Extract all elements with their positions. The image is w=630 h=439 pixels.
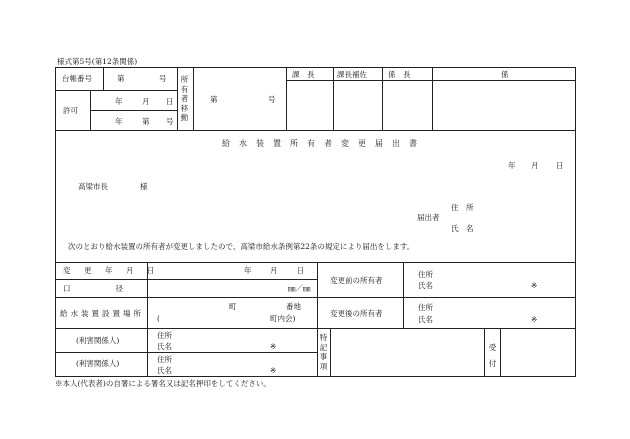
change-date-label: 変 更 年 月 日 <box>63 266 158 275</box>
ledger-row-line <box>55 90 177 91</box>
row1-line <box>55 279 318 280</box>
transfer-label-sep <box>193 67 194 130</box>
transfer-left <box>177 67 178 130</box>
remarks-sep <box>330 328 331 376</box>
col-owner-sep <box>403 262 404 328</box>
change-date-m: 月 <box>270 266 278 275</box>
approval-sep3 <box>432 67 433 130</box>
location-label: 給水装置設置場所 <box>60 309 144 318</box>
new-owner-seal: ※ <box>531 315 538 324</box>
receipt-sep <box>500 328 501 376</box>
interested-1-seal: ※ <box>270 342 277 351</box>
right-border <box>575 67 576 377</box>
prev-owner-name: 氏名 <box>418 281 433 290</box>
interested-1-name: 氏名 <box>157 342 172 351</box>
transfer-label: 所有者移動 <box>180 75 189 122</box>
prev-owner-address: 住所 <box>418 270 433 279</box>
interested-party-1-label: (利害関係人) <box>76 336 120 345</box>
interested-2-address: 住所 <box>157 355 172 364</box>
approval-left <box>286 67 287 130</box>
permit-label: 許可 <box>63 106 78 115</box>
interested-2-seal: ※ <box>270 366 277 375</box>
footnote: ※本人(代表者)の自署による署名又は記名押印をしてください。 <box>55 379 271 388</box>
location-town: 町 <box>229 302 237 311</box>
location-paren: ( <box>157 314 160 323</box>
permit-no-dai: 第 <box>142 117 150 126</box>
prev-owner-seal: ※ <box>531 281 538 290</box>
receipt-label: 受付 <box>488 343 497 368</box>
receipt-left <box>484 328 485 376</box>
interested-party-2-label: (利害関係人) <box>76 359 120 368</box>
submit-date-m: 月 <box>531 161 539 170</box>
form-number: 様式第5号(第12条関係) <box>57 57 138 66</box>
applicant-address-label: 住 所 <box>451 203 474 212</box>
new-owner-name: 氏名 <box>418 315 433 324</box>
approval-header-line <box>286 80 576 81</box>
row2-line <box>55 297 576 298</box>
approval-unit-chief: 係 長 <box>388 70 411 79</box>
addressee: 高梁市長 <box>78 182 108 191</box>
prev-owner-label: 変更前の所有者 <box>330 276 383 285</box>
ledger-no-suffix: 号 <box>159 74 167 83</box>
change-date-d: 日 <box>297 266 305 275</box>
permit-date-y: 年 <box>115 97 123 106</box>
interested-1-address: 住所 <box>157 331 172 340</box>
permit-no-go: 号 <box>166 117 174 126</box>
change-date-y: 年 <box>244 266 252 275</box>
interested-2-name: 氏名 <box>157 366 172 375</box>
statement: 次のとおり給水装置の所有者が変更しましたので、高梁市給水条例第22条の規定により届出をします。 <box>68 242 415 251</box>
new-owner-label: 変更後の所有者 <box>330 309 383 318</box>
ledger-sep <box>103 67 104 90</box>
approval-deputy: 課長補佐 <box>337 70 367 79</box>
approval-section-chief: 課 長 <box>292 70 315 79</box>
approval-sep2 <box>382 67 383 130</box>
diameter-label: 口 径 <box>63 284 126 293</box>
table-bottom <box>55 376 576 377</box>
top-border <box>55 67 576 68</box>
top-section-bottom <box>55 130 576 131</box>
left-border <box>55 67 56 377</box>
approval-sep1 <box>333 67 334 130</box>
ledger-label: 台帳番号 <box>62 74 92 83</box>
transfer-no-prefix: 第 <box>210 95 218 104</box>
location-chonaikai: 町内会) <box>270 314 296 323</box>
permit-date-d: 日 <box>166 97 174 106</box>
location-banchi: 番地 <box>286 302 301 311</box>
remarks-label: 特記事項 <box>319 333 328 371</box>
permit-date-m: 月 <box>142 97 150 106</box>
row4-line <box>55 352 317 353</box>
new-owner-address: 住所 <box>418 303 433 312</box>
permit-sep <box>90 90 91 130</box>
row3-line <box>55 328 576 329</box>
honorific: 様 <box>140 182 148 191</box>
diameter-unit: ㎜／㎜ <box>288 284 311 293</box>
applicant-name-label: 氏 名 <box>451 224 474 233</box>
applicant-label: 届出者 <box>417 213 440 222</box>
approval-staff: 係 <box>501 70 509 79</box>
col-label-sep <box>147 262 148 376</box>
transfer-no-suffix: 号 <box>268 95 276 104</box>
document-title: 給水装置所有者変更届出書 <box>222 139 426 148</box>
permit-row-line <box>90 110 177 111</box>
table-top <box>55 262 576 263</box>
submit-date-y: 年 <box>508 161 516 170</box>
submit-date-d: 日 <box>556 161 564 170</box>
ledger-no-prefix: 第 <box>117 74 125 83</box>
permit-no-year: 年 <box>115 117 123 126</box>
col-mid-sep <box>317 262 318 376</box>
